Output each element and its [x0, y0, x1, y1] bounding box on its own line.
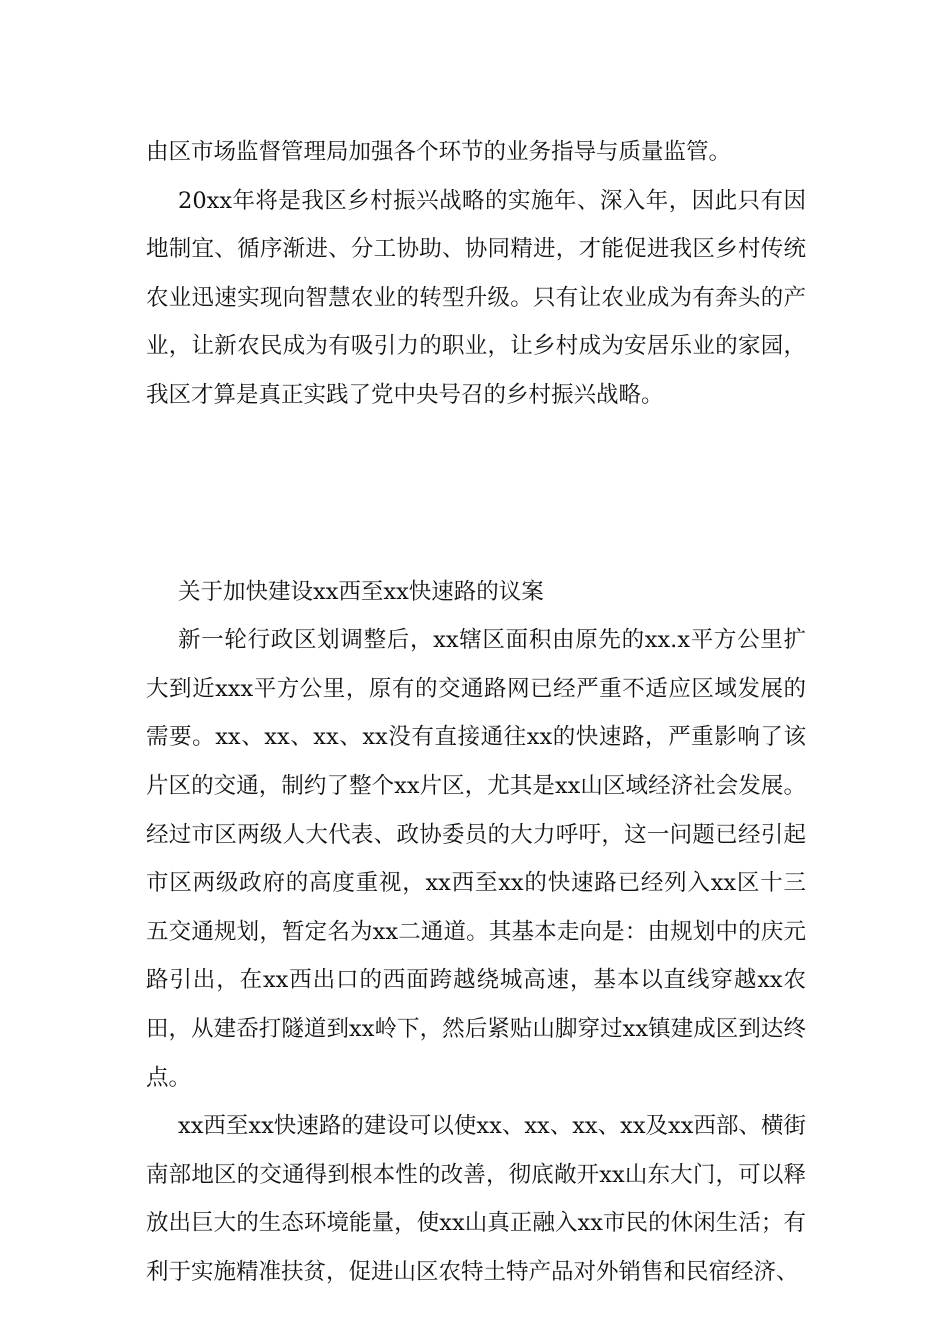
section-title: 关于加快建设xx西至xx快速路的议案 — [178, 578, 544, 605]
body-paragraph-1: 由区市场监督管理局加强各个环节的业务指导与质量监管。 — [146, 139, 732, 165]
document-page — [146, 128, 806, 1296]
section-gap — [146, 420, 806, 568]
body-paragraph-2: 20xx年将是我区乡村振兴战略的实施年、深入年，因此只有因地制宜、循序渐进、分工协助、协同精进，才能促进我区乡村传统农业迅速实现向智慧农业的转型升级。只有让农业成为有奔头的产业，让新农民成为有吸引力的职业，让乡村成为安居乐业的家园，我区才算是真正实践了党中央号召的乡村振兴战略。 — [146, 187, 806, 408]
body-paragraph-4: xx西至xx快速路的建设可以使xx、xx、xx、xx及xx西部、横街南部地区的交通得到根本性的改善，彻底敞开xx山东大门，可以释放出巨大的生态环境能量，使xx山真正融入xx市民的休闲生活；有利于实施精准扶贫，促进山区农特土特产品对外销售和民宿经济、 — [146, 1113, 806, 1285]
body-paragraph-3: 新一轮行政区划调整后，xx辖区面积由原先的xx.x平方公里扩大到近xxx平方公里，原有的交通路网已经严重不适应区域发展的需要。xx、xx、xx、xx没有直接通往xx的快速路，严重影响了该片区的交通，制约了整个xx片区，尤其是xx山区域经济社会发展。经过市区两级人大代表、政协委员的大力呼吁，这一问题已经引起市区两级政府的高度重视，xx西至xx的快速路已经列入xx区十三五交通规划，暂定名为xx二通道。其基本走向是：由规划中的庆元路引出，在xx西出口的西面跨越绕城高速，基本以直线穿越xx农田，从建岙打隧道到xx岭下，然后紧贴山脚穿过xx镇建成区到达终点。 — [146, 627, 806, 1091]
